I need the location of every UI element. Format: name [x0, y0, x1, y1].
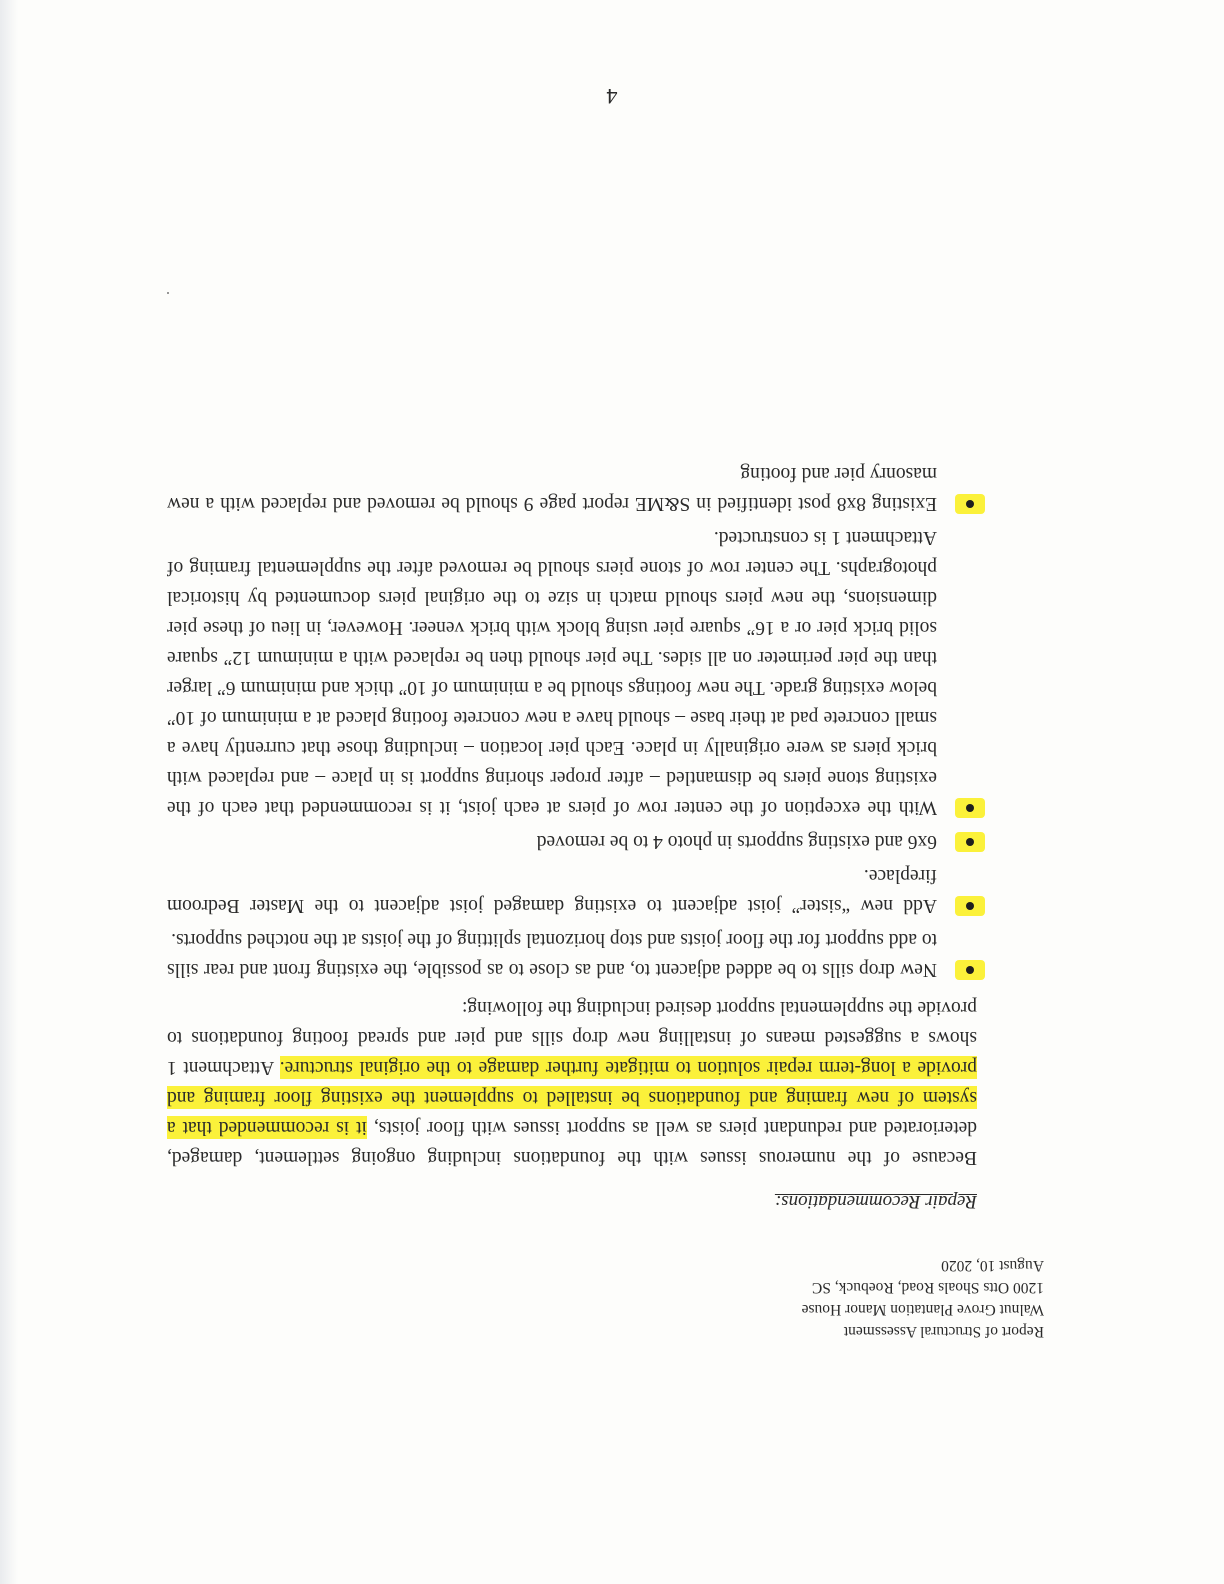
list-item-text: With the exception of the center row of piers at each joist, it is recommended that each of the existing stone piers be dismantled – after proper shoring support is in place – and replaced with brick piers as were originally in place. Each pier location – including those that currently have a small concrete pad at their base – should have a new concrete footing placed at a minimum of 10” below existing grade. The new footings should be a minimum of 10” thick and minimum 6” larger than the pier perimeter on all sides. The pier should then be replaced with a minimum 12” square solid brick pier or a 16” square pier using block with brick veneer. However, in lieu of these pier dimensions, the new piers should match in size to the original piers documented by historical photographs. The center row of stone piers should be removed after the supplemental framing of Attachment 1 is constructed.: [167, 527, 937, 818]
list-item: [167, 458, 977, 518]
list-item-text: Add new “sister” joist adjacent to existing damaged joist adjacent to the Master Bedroom fireplace.: [167, 865, 937, 916]
highlighted-bullet-icon: [955, 832, 985, 852]
highlighted-recommendation: it is recommended that a system of new framing and foundations be installed to supplement the existing floor framing and provide a long-term repair solution to mitigate further damage to the original structure.: [166, 1057, 977, 1138]
highlighted-bullet-icon: [955, 896, 985, 916]
page-edge-shadow: [0, 0, 18, 1584]
list-item: [167, 860, 977, 920]
report-header: [802, 1254, 1044, 1342]
list-item: [167, 826, 977, 856]
report-date: August 10, 2020: [941, 1257, 1044, 1274]
intro-text-start: Because of the numerous issues with the foundations including ongoing settlement, damaged, deteriorated and redundant piers as well as support issues with floor joists,: [167, 1117, 977, 1168]
report-title: Report of Structural Assessment: [843, 1323, 1044, 1340]
highlighted-bullet-icon: [955, 798, 985, 818]
intro-paragraph: [167, 992, 977, 1172]
intro-text-end: Attachment 1 shows a suggested means of installing new drop sills and pier and spread footing foundations to provide the supplemental support desired including the following:: [167, 997, 977, 1078]
section-heading: Repair Recommendations:: [774, 1191, 977, 1212]
page-number: 4: [606, 84, 618, 109]
highlighted-bullet-icon: [955, 960, 985, 980]
scan-speck: [167, 292, 169, 294]
document-body: [167, 454, 977, 1172]
list-item-text: Existing 8x8 post identified in S&ME report page 9 should be removed and replaced with a new masonry pier and footing: [167, 463, 937, 514]
highlighted-bullet-icon: [955, 494, 985, 514]
property-name: Walnut Grove Plantation Manor House: [801, 1301, 1044, 1318]
property-address: 1200 Otts Shoals Road, Roebuck, SC: [811, 1279, 1044, 1296]
list-item: [167, 522, 977, 822]
list-item-text: 6x6 and existing supports in photo 4 to be removed: [536, 831, 937, 852]
list-item: [167, 924, 977, 984]
recommendation-list: [167, 458, 977, 984]
list-item-text: New drop sills to be added adjacent to, and as close to as possible, the existing front and rear sills to add support for the floor joists and stop horizontal splitting of the joists at the notched supports.: [167, 929, 937, 980]
